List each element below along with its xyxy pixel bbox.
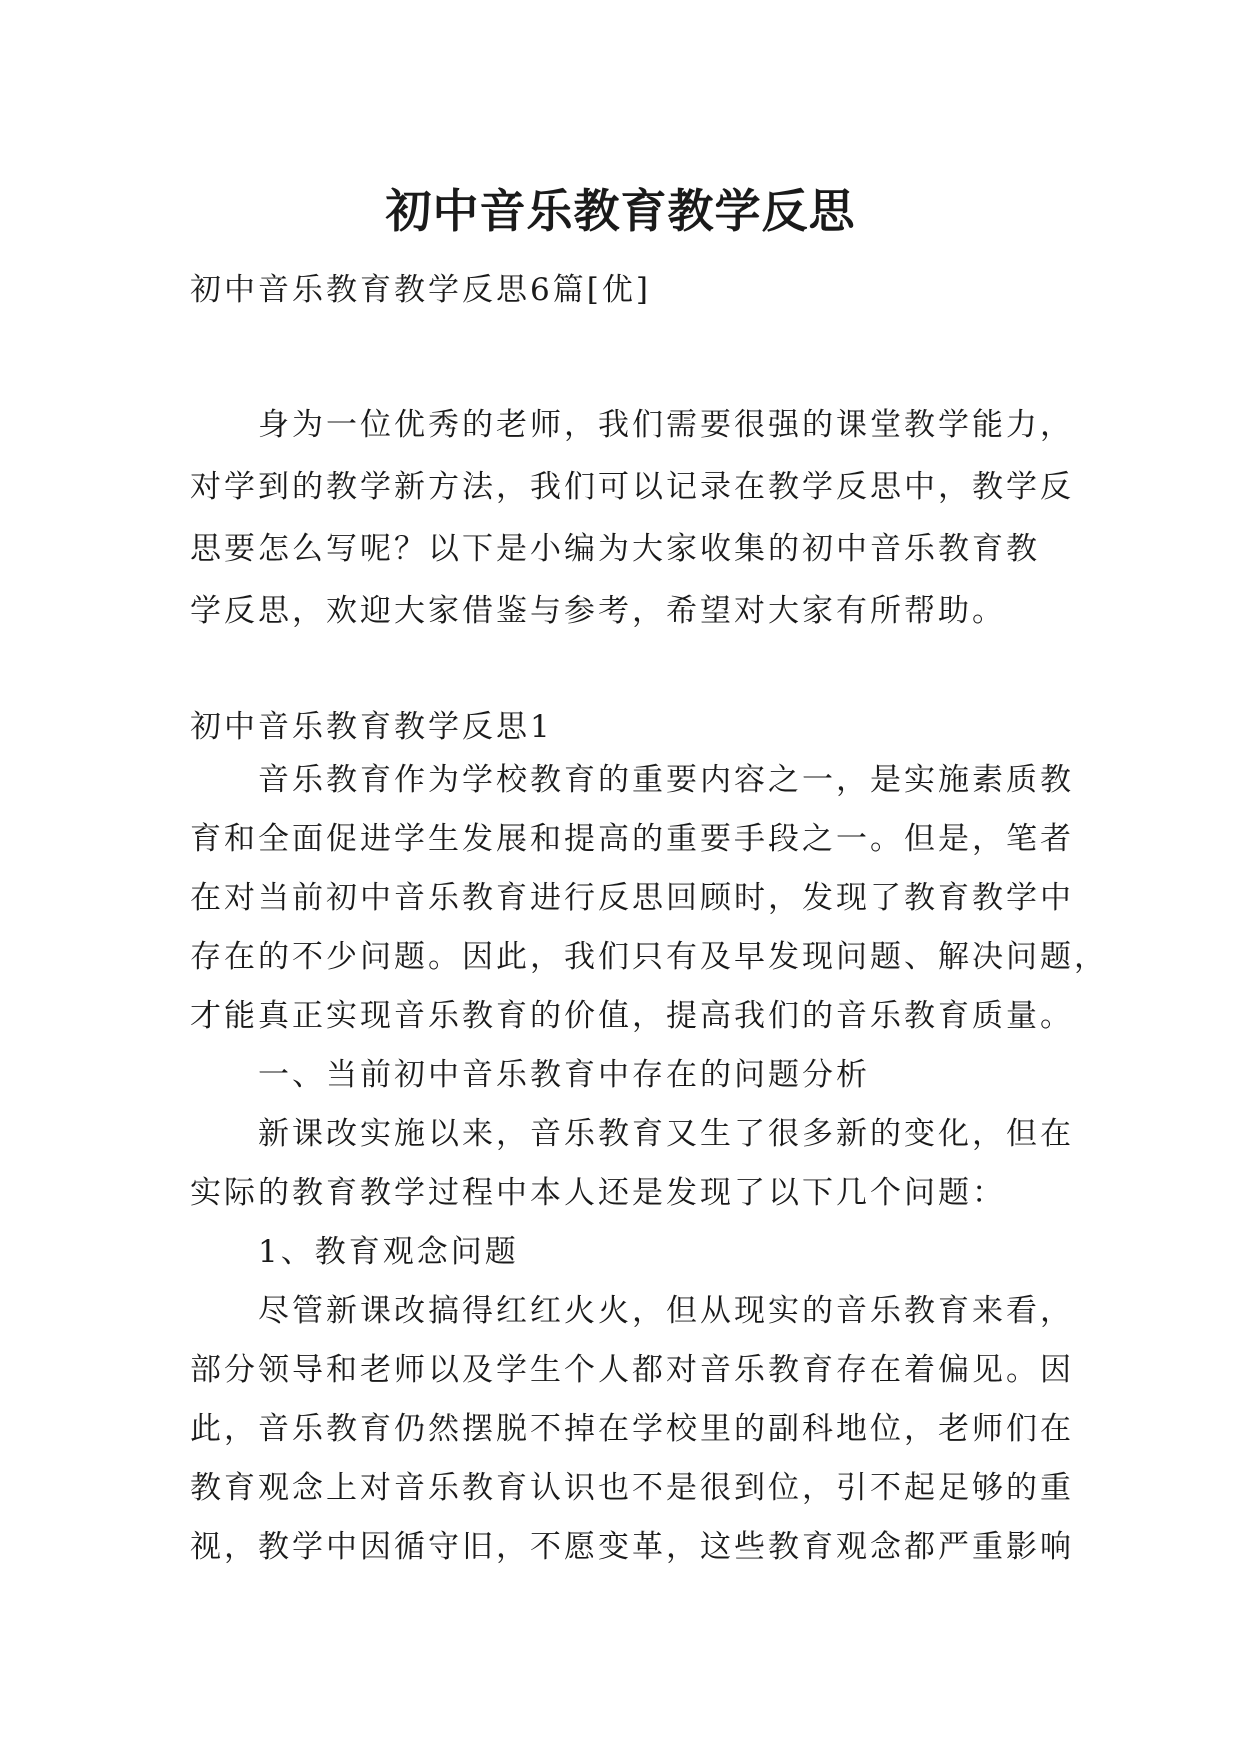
heading-1: 一、当前初中音乐教育中存在的问题分析 <box>258 1057 870 1093</box>
para1-line-2: 育和全面促进学生发展和提高的重要手段之一。但是，笔者 <box>190 821 1074 857</box>
para1-line-5: 才能真正实现音乐教育的价值，提高我们的音乐教育质量。 <box>190 998 1074 1034</box>
section-heading: 初中音乐教育教学反思1 <box>190 709 553 745</box>
para3-line-1: 尽管新课改搞得红红火火，但从现实的音乐教育来看， <box>258 1293 1074 1329</box>
intro-line-3: 思要怎么写呢？以下是小编为大家收集的初中音乐教育教 <box>190 531 1040 567</box>
para1-line-3: 在对当前初中音乐教育进行反思回顾时，发现了教育教学中 <box>190 880 1074 916</box>
para3-line-2: 部分领导和老师以及学生个人都对音乐教育存在着偏见。因 <box>190 1352 1074 1388</box>
intro-line-4: 学反思，欢迎大家借鉴与参考，希望对大家有所帮助。 <box>190 593 1006 629</box>
para2-line-1: 新课改实施以来，音乐教育又生了很多新的变化，但在 <box>258 1116 1074 1152</box>
para3-line-4: 教育观念上对音乐教育认识也不是很到位，引不起足够的重 <box>190 1470 1074 1506</box>
document-subtitle: 初中音乐教育教学反思6篇[优] <box>190 272 651 308</box>
intro-line-2: 对学到的教学新方法，我们可以记录在教学反思中，教学反 <box>190 469 1074 505</box>
para3-line-5: 视，教学中因循守旧，不愿变革，这些教育观念都严重影响 <box>190 1529 1074 1565</box>
para1-line-4: 存在的不少问题。因此，我们只有及早发现问题、解决问题， <box>190 939 1108 975</box>
para3-line-3: 此，音乐教育仍然摆脱不掉在学校里的副科地位，老师们在 <box>190 1411 1074 1447</box>
para1-line-1: 音乐教育作为学校教育的重要内容之一，是实施素质教 <box>258 762 1074 798</box>
intro-line-1: 身为一位优秀的老师，我们需要很强的课堂教学能力， <box>258 407 1074 443</box>
para2-line-2: 实际的教育教学过程中本人还是发现了以下几个问题： <box>190 1175 1006 1211</box>
heading-2: 1、教育观念问题 <box>258 1234 519 1270</box>
document-title: 初中音乐教育教学反思 <box>385 183 856 238</box>
